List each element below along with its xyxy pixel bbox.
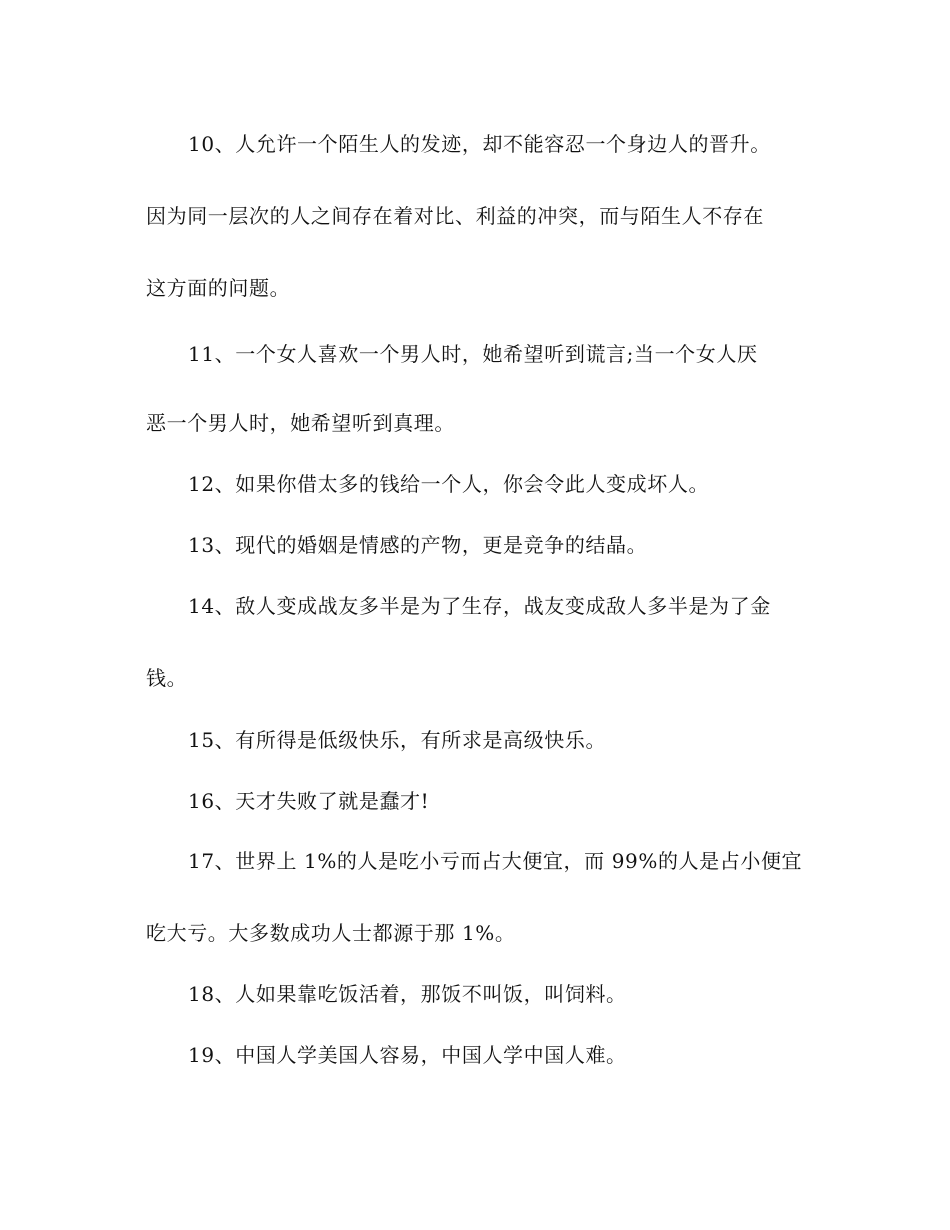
quote-11-line-2: 恶一个男人时，她希望听到真理。 <box>146 411 455 435</box>
quote-10-line-1: 10、人允许一个陌生人的发迹，却不能容忍一个身边人的晋升。 <box>188 132 771 156</box>
quote-17-line-1: 17、世界上 1%的人是吃小亏而占大便宜，而 99%的人是占小便宜 <box>188 849 803 873</box>
quote-10-line-2: 因为同一层次的人之间存在着对比、利益的冲突，而与陌生人不存在 <box>146 204 764 228</box>
quote-14-line-1: 14、敌人变成战友多半是为了生存，战友变成敌人多半是为了金 <box>188 594 771 618</box>
quote-18: 18、人如果靠吃饭活着，那饭不叫饭，叫饲料。 <box>188 982 627 1006</box>
quote-15: 15、有所得是低级快乐，有所求是高级快乐。 <box>188 728 607 752</box>
quote-10-line-3: 这方面的问题。 <box>146 276 291 300</box>
quote-19: 19、中国人学美国人容易，中国人学中国人难。 <box>188 1043 627 1067</box>
quote-14-line-2: 钱。 <box>146 666 188 690</box>
quote-17-line-2: 吃大亏。大多数成功人士都源于那 1%。 <box>146 921 516 945</box>
quote-13: 13、现代的婚姻是情感的产物，更是竞争的结晶。 <box>188 533 648 557</box>
quote-12: 12、如果你借太多的钱给一个人，你会令此人变成坏人。 <box>188 472 710 496</box>
quote-16: 16、天才失败了就是蠢才! <box>188 789 430 813</box>
quote-11-line-1: 11、一个女人喜欢一个男人时，她希望听到谎言;当一个女人厌 <box>188 342 758 366</box>
